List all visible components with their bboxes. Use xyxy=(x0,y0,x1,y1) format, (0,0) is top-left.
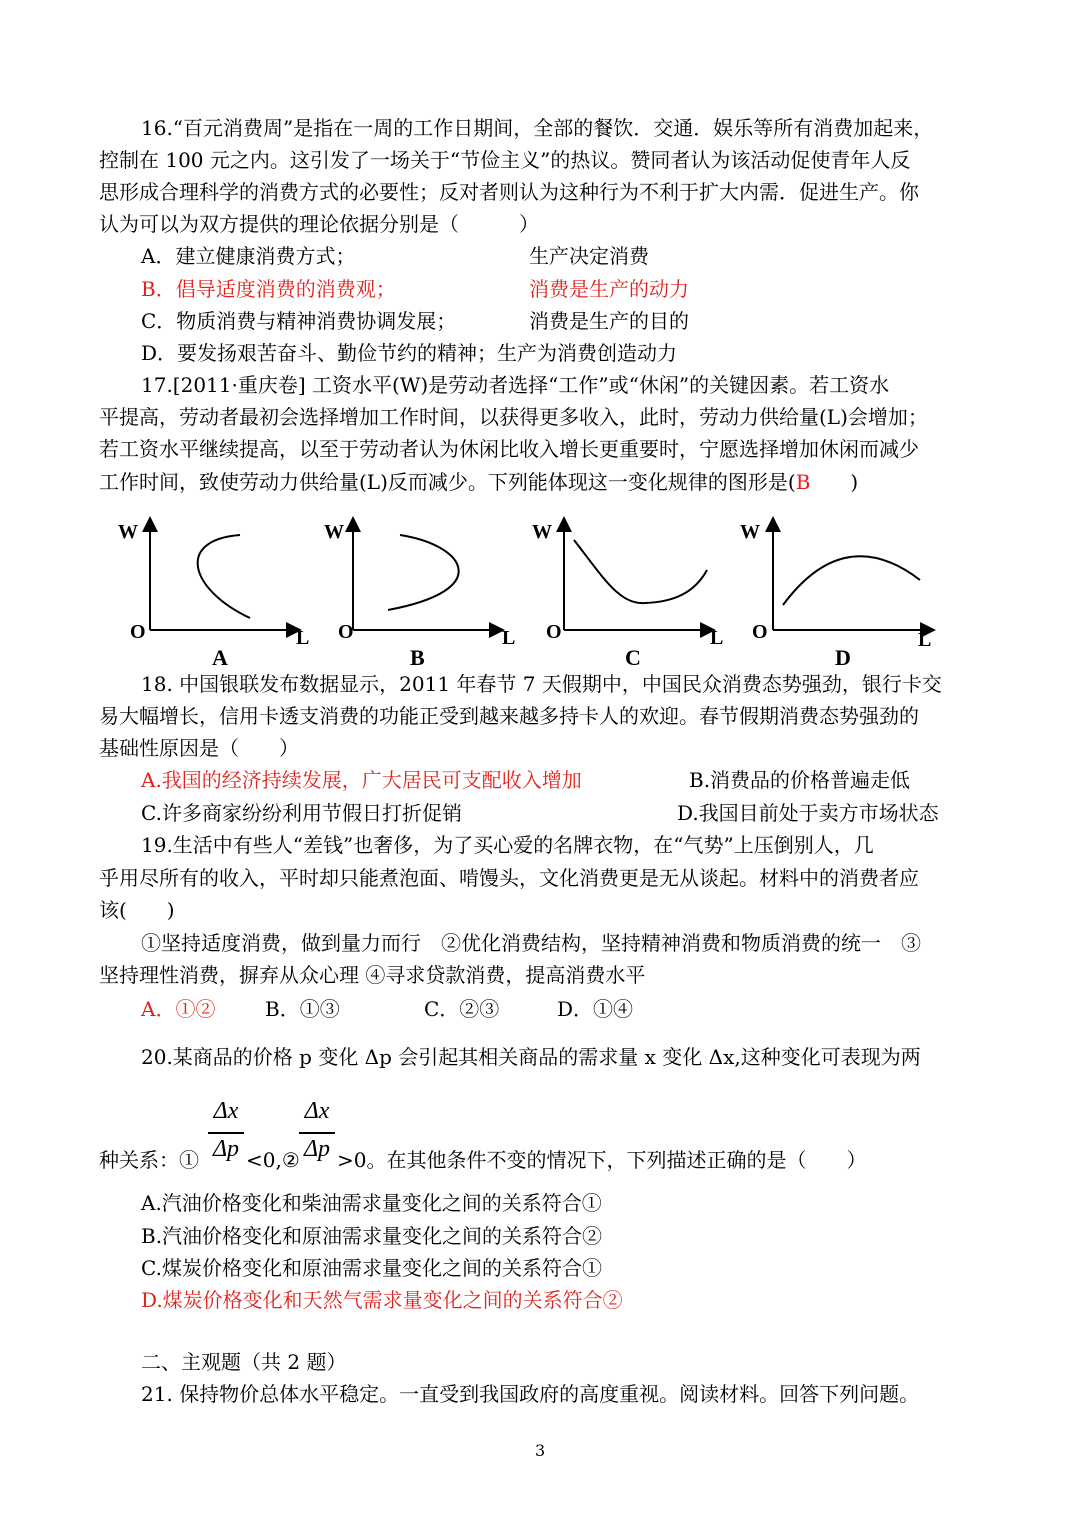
q20-line-2-end: >0。在其他条件不变的情况下，下列描述正确的是（ ） xyxy=(337,1148,867,1172)
graph-b-label: B xyxy=(410,645,425,670)
q16-option-c xyxy=(141,305,689,337)
graph-a-label: A xyxy=(212,645,228,670)
q18-line-1: 18. 中国银联发布数据显示，2011 年春节 7 天假期中，中国民众消费态势强劲，银行卡交 xyxy=(141,672,942,696)
q19-line-2: 乎用尽所有的收入，平时却只能煮泡面、啃馒头，文化消费更是无从谈起。材料中的消费者应 xyxy=(99,866,919,890)
q16-option-b-right: 消费是生产的动力 xyxy=(529,277,689,301)
q17-answer: B xyxy=(795,470,811,494)
graph-d xyxy=(740,521,931,670)
q17-line-4 xyxy=(99,466,858,498)
graph-b-o-label: O xyxy=(338,621,354,643)
q18-option-b: B.消费品的价格普遍走低 xyxy=(689,768,911,792)
q20-option-b: B.汽油价格变化和原油需求量变化之间的关系符合② xyxy=(141,1224,603,1248)
q17-line-2: 平提高，劳动者最初会选择增加工作时间，以获得更多收入，此时，劳动力供给量(L)会增加； xyxy=(99,405,928,429)
graph-a-o-label: O xyxy=(130,621,146,643)
graph-c-label: C xyxy=(625,645,641,670)
graph-d-o-label: O xyxy=(752,621,768,643)
q17-line-4-end: ) xyxy=(810,470,859,494)
page-number: 3 xyxy=(535,1441,546,1460)
fraction-1-denominator: Δp xyxy=(212,1136,240,1162)
q20-fraction-1 xyxy=(206,1098,246,1178)
graph-d-curve xyxy=(783,556,920,605)
q16-option-b-left: B．倡导适度消费的消费观； xyxy=(141,277,396,301)
q16-line-2: 控制在 100 元之内。这引发了一场关于“节俭主义”的热议。赞同者认为该活动促使青年人反 xyxy=(99,148,911,172)
q20-option-a: A.汽油价格变化和柴油需求量变化之间的关系符合① xyxy=(141,1191,602,1215)
graph-a-w-label: W xyxy=(118,521,138,543)
graph-c xyxy=(532,521,723,670)
q16-option-a-right: 生产决定消费 xyxy=(529,244,649,268)
q16-option-c-left: C．物质消费与精神消费协调发展； xyxy=(141,309,457,333)
fraction-2-bar xyxy=(299,1132,335,1134)
q17-line-4-text: 工作时间，致使劳动力供给量(L)反而减少。下列能体现这一变化规律的图形是( xyxy=(99,470,796,494)
q20-option-d: D.煤炭价格变化和天然气需求量变化之间的关系符合② xyxy=(141,1288,623,1312)
fraction-2-numerator: Δx xyxy=(304,1098,330,1124)
q19-option-d: D．①④ xyxy=(557,997,634,1021)
q19-option-b: B．①③ xyxy=(265,997,340,1021)
q18-line-2: 易大幅增长，信用卡透支消费的功能正受到越来越多持卡人的欢迎。春节假期消费态势强劲的 xyxy=(99,704,919,728)
q16-line-3: 思形成合理科学的消费方式的必要性；反对者则认为这种行为不利于扩大内需．促进生产。你 xyxy=(99,180,919,204)
q19-option-a: A．①② xyxy=(141,997,216,1021)
graph-b-l-label: L xyxy=(502,627,516,649)
graph-c-curve xyxy=(574,540,707,603)
q19-line-1: 19.生活中有些人“差钱”也奢侈，为了买心爱的名牌衣物，在“气势”上压倒别人，几 xyxy=(141,833,874,857)
q18-line-3: 基础性原因是（ ） xyxy=(99,736,299,760)
q16-option-a-left: A．建立健康消费方式； xyxy=(141,244,356,268)
q19-option-c: C．②③ xyxy=(424,997,500,1021)
q19-line-3: 该( ) xyxy=(99,898,175,922)
q19-line-5: 坚持理性消费，摒弃从众心理 ④寻求贷款消费，提高消费水平 xyxy=(99,963,646,987)
q16-option-b xyxy=(141,273,689,305)
q19-line-4: ①坚持适度消费，做到量力而行 ②优化消费结构，坚持精神消费和物质消费的统一 ③ xyxy=(141,931,921,955)
graph-b-curve xyxy=(388,535,459,610)
fraction-1-bar xyxy=(208,1132,244,1134)
graph-a-curve xyxy=(198,535,250,618)
graph-c-l-label: L xyxy=(710,627,724,649)
graph-b xyxy=(324,521,515,670)
q16-line-4: 认为可以为双方提供的理论依据分别是（ ） xyxy=(99,212,539,236)
q16-option-a xyxy=(141,240,649,272)
q20-fraction-2 xyxy=(297,1098,337,1178)
graph-d-l-label: L xyxy=(918,629,932,651)
section-2-heading: 二、主观题（共 2 题） xyxy=(141,1350,347,1374)
graph-a-l-label: L xyxy=(296,627,310,649)
q18-option-a: A.我国的经济持续发展，广大居民可支配收入增加 xyxy=(141,768,582,792)
q20-line-1: 20.某商品的价格 p 变化 Δp 会引起其相关商品的需求量 x 变化 Δx,这种变化可表现为两 xyxy=(141,1045,921,1069)
q18-option-c: C.许多商家纷纷利用节假日打折促销 xyxy=(141,801,462,825)
q16-line-1: 16.“百元消费周”是指在一周的工作日期间，全部的餐饮．交通．娱乐等所有消费加起来， xyxy=(141,116,934,140)
q20-line-2-mid: <0,② xyxy=(246,1148,300,1172)
graph-d-label: D xyxy=(835,645,851,670)
fraction-2-denominator: Δp xyxy=(303,1136,331,1162)
q16-option-d: D．要发扬艰苦奋斗、勤俭节约的精神；生产为消费创造动力 xyxy=(141,341,678,365)
q17-graphs xyxy=(100,510,960,670)
q20-line-2 xyxy=(99,1144,199,1176)
graph-c-o-label: O xyxy=(546,621,562,643)
q20-line-2-start: 种关系：① xyxy=(99,1148,199,1172)
graph-d-w-label: W xyxy=(740,521,760,543)
graph-a xyxy=(118,521,309,670)
q17-line-1: 17.[2011·重庆卷] 工资水平(W)是劳动者选择“工作”或“休闲”的关键因素。若工资水 xyxy=(141,373,890,397)
graph-b-w-label: W xyxy=(324,521,344,543)
q18-option-d: D.我国目前处于卖方市场状态 xyxy=(677,801,939,825)
q16-option-c-right: 消费是生产的目的 xyxy=(529,309,689,333)
q17-line-3: 若工资水平继续提高，以至于劳动者认为休闲比收入增长更重要时，宁愿选择增加休闲而减少 xyxy=(99,437,919,461)
fraction-1-numerator: Δx xyxy=(213,1098,239,1124)
q20-option-c: C.煤炭价格变化和原油需求量变化之间的关系符合① xyxy=(141,1256,602,1280)
q21-line-1: 21. 保持物价总体水平稳定。一直受到我国政府的高度重视。阅读材料。回答下列问题。 xyxy=(141,1382,920,1406)
graph-c-w-label: W xyxy=(532,521,552,543)
